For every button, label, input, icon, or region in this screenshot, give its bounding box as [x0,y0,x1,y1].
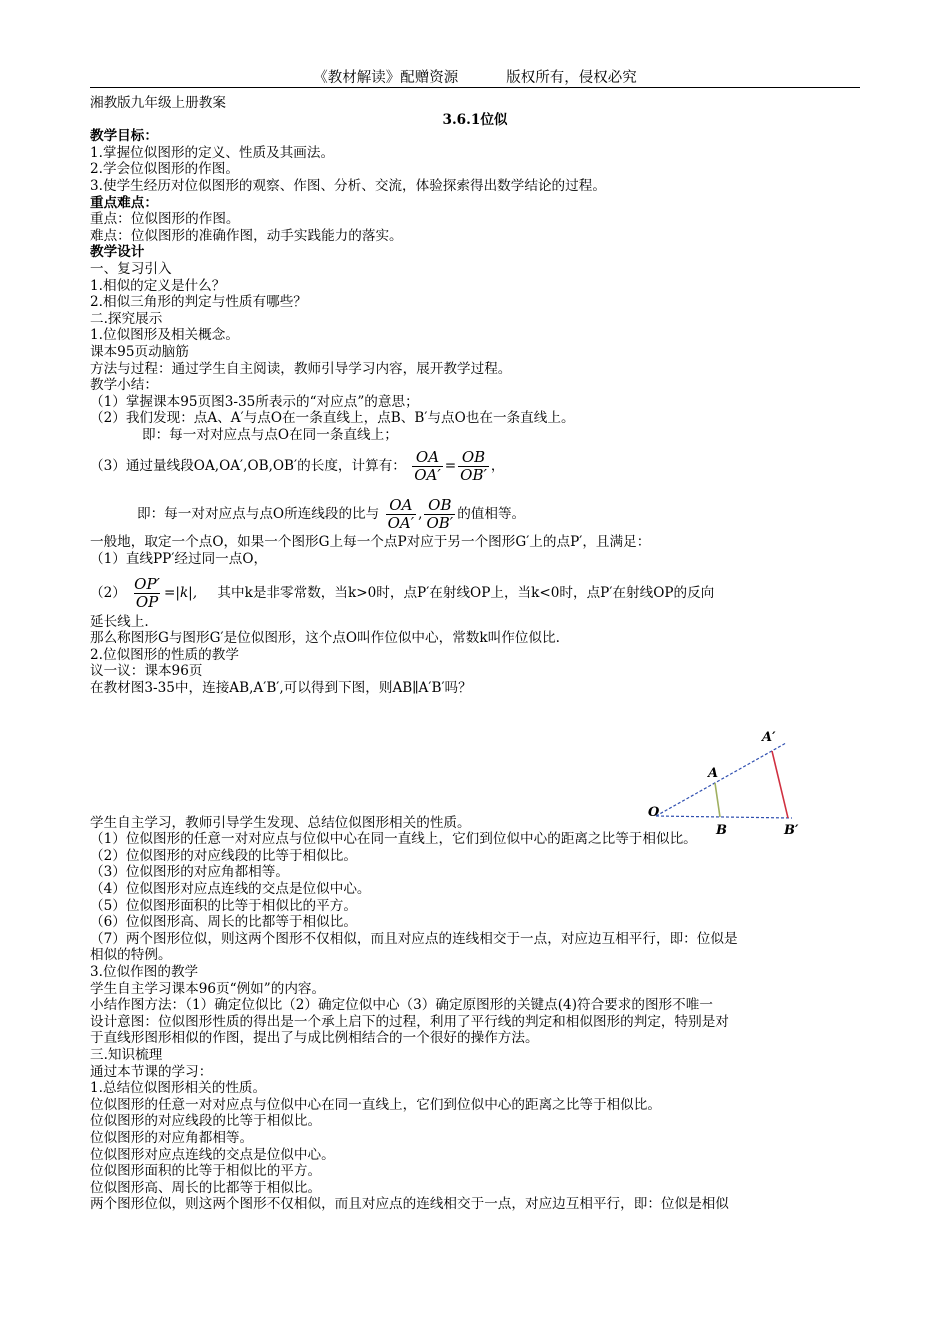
question-line: 在教材图3-35中，连接AB,A′B′,可以得到下图，则AB∥A′B′吗？ [90,680,472,697]
item3-suffix: ， [490,458,505,475]
draw-item: 设计意图：位似图形性质的得出是一个承上启下的过程，利用了平行线的判定和相似图形的判定，特别是对 [90,1013,729,1030]
explore-item: 1.位似图形及相关概念。 [90,327,239,344]
header-right: 版权所有，侵权必究 [506,70,637,86]
property-item: 相似的特例。 [90,947,172,964]
ratio-suffix: 的值相等。 [457,506,526,523]
book-name: 湘教版九年级上册教案 [90,95,226,111]
property-item: （1）位似图形的任意一对对应点与位似中心在同一直线上，它们到位似中心的距离之比等于相似比。 [90,831,697,848]
header-rule [90,87,860,88]
label-a: A [708,766,719,781]
fraction-op: $\frac{OP'}{OP}$ [134,574,160,611]
explore-item: 课本95页动脑筋 [90,343,189,360]
condition-2-line [90,572,860,614]
review-item: 2.相似三角形的判定与性质有哪些？ [90,294,307,311]
ratio-comma: , [418,506,423,523]
key-heading: 重点难点： [90,194,158,211]
general-definition: 一般地，取定一个点O，如果一个图形G上每一个点P对应于另一个图形G′上的点P′，且满足： [90,534,651,551]
page-header [90,66,860,87]
header-left: 《教材解读》配赠资源 [313,70,459,86]
condition-1: （1）直线PP′经过同一点O， [90,551,268,568]
label-b-prime: B′ [784,823,799,838]
explore-item: 教学小结： [90,377,158,394]
summary-item: 两个图形位似，则这两个图形不仅相似，而且对应点的连线相交于一点，对应边互相平行，即：位似是相似 [90,1196,729,1213]
cond2-continued: 延长线上. [90,613,149,630]
lesson-title: 3.6.1位似 [442,111,508,128]
fraction-ob: $\frac{OB}{OB'}$ [460,448,487,485]
summary-item: 位似图形面积的比等于相似比的平方。 [90,1163,322,1180]
explore-heading: 二.探究展示 [90,310,163,327]
draw-heading: 3.位似作图的教学 [90,963,199,980]
fraction-ob-2: $\frac{OB}{OB'}$ [426,496,454,533]
draw-item: 学生自主学习课本96页“例如”的内容。 [90,980,326,997]
label-a-prime: A′ [762,730,776,745]
definition-homothety: 那么称图形G与图形G′是位似图形，这个点O叫作位似中心，常数k叫作位似比. [90,630,560,647]
design-heading: 教学设计 [90,244,145,261]
goal-item: 1.掌握位似图形的定义、性质及其画法。 [90,144,335,161]
review-item: 1.相似的定义是什么？ [90,277,226,294]
property-item: （3）位似图形的对应角都相等。 [90,864,289,881]
ratio-statement-line [90,494,860,534]
ratio-equation-line [90,446,860,486]
label-o: O [648,805,660,820]
cond2-prefix: （2） [90,584,126,601]
explore-item: （2）我们发现：点A、A′与点O在一条直线上，点B、B′与点O也在一条直线上。 [90,410,575,427]
property-item: （6）位似图形高、周长的比都等于相似比。 [90,914,357,931]
summary-item: 位似图形对应点连线的交点是位似中心。 [90,1146,335,1163]
draw-item: 小结作图方法：（1）确定位似比（2）确定位似中心（3）确定原图形的关键点(4)符合要求的图形不唯一 [90,997,713,1014]
summary-item: 位似图形高、周长的比都等于相似比。 [90,1179,322,1196]
ray-oa [656,743,786,816]
goals-heading: 教学目标： [90,128,158,145]
summary-item: 通过本节课的学习： [90,1063,213,1080]
segment-a2b2 [772,751,788,818]
key-item: 难点：位似图形的准确作图，动手实践能力的落实。 [90,227,403,244]
label-b: B [716,823,727,838]
goal-item: 3.使学生经历对位似图形的观察、作图、分析、交流，体验探索得出数学结论的过程。 [90,177,606,194]
abs-k: =|k|, [163,584,198,601]
key-item: 重点：位似图形的作图。 [90,211,240,228]
discuss-line: 议一议：课本96页 [90,663,203,680]
summary-item: 位似图形的对应线段的比等于相似比。 [90,1113,322,1130]
fraction-oa-2: $\frac{OA}{OA'}$ [387,496,415,533]
property-item: （5）位似图形面积的比等于相似比的平方。 [90,897,357,914]
guide-line: 学生自主学习，教师引导学生发现、总结位似图形相关的性质。 [90,814,471,831]
draw-item: 于直线形图形相似的作图，提出了与成比例相结合的一个很好的操作方法。 [90,1030,539,1047]
property-item: （2）位似图形的对应线段的比等于相似比。 [90,847,357,864]
fraction-oa: $\frac{OA}{OA'}$ [414,448,441,485]
summary-heading: 三.知识梳理 [90,1046,163,1063]
goal-item: 2.学会位似图形的作图。 [90,161,239,178]
ratio-prefix: 即：每一对对应点与点O所连线段的比与 [137,506,380,523]
summary-item: 位似图形的对应角都相等。 [90,1129,254,1146]
document-body [90,95,860,1213]
property-item: （7）两个图形位似，则这两个图形不仅相似，而且对应点的连线相交于一点，对应边互相平行，即：位似是 [90,930,738,947]
summary-item: 1.总结位似图形相关的性质。 [90,1080,267,1097]
cond2-text: 其中k是非零常数，当k>0时，点P′在射线OP上，当k<0时，点P′在射线OP的反向 [217,584,715,601]
explore-item: 即：每一对对应点与点O在同一条直线上； [142,426,398,443]
ray-ob [656,816,792,818]
review-heading: 一、复习引入 [90,260,172,277]
equals-sign: = [444,458,457,475]
property-item: （4）位似图形对应点连线的交点是位似中心。 [90,881,371,897]
summary-item: 位似图形的任意一对对应点与位似中心在同一直线上，它们到位似中心的距离之比等于相似比。 [90,1096,661,1113]
item3-prefix: （3）通过量线段OA,OA′,OB,OB′的长度，计算有： [90,458,406,475]
explore-item: 方法与过程：通过学生自主阅读，教师引导学习内容，展开教学过程。 [90,360,512,377]
property-heading: 2.位似图形的性质的教学 [90,646,239,663]
homothety-figure [640,728,820,840]
segment-ab [715,783,720,817]
explore-item: （1）掌握课本95页图3-35所表示的“对应点”的意思； [90,393,419,410]
